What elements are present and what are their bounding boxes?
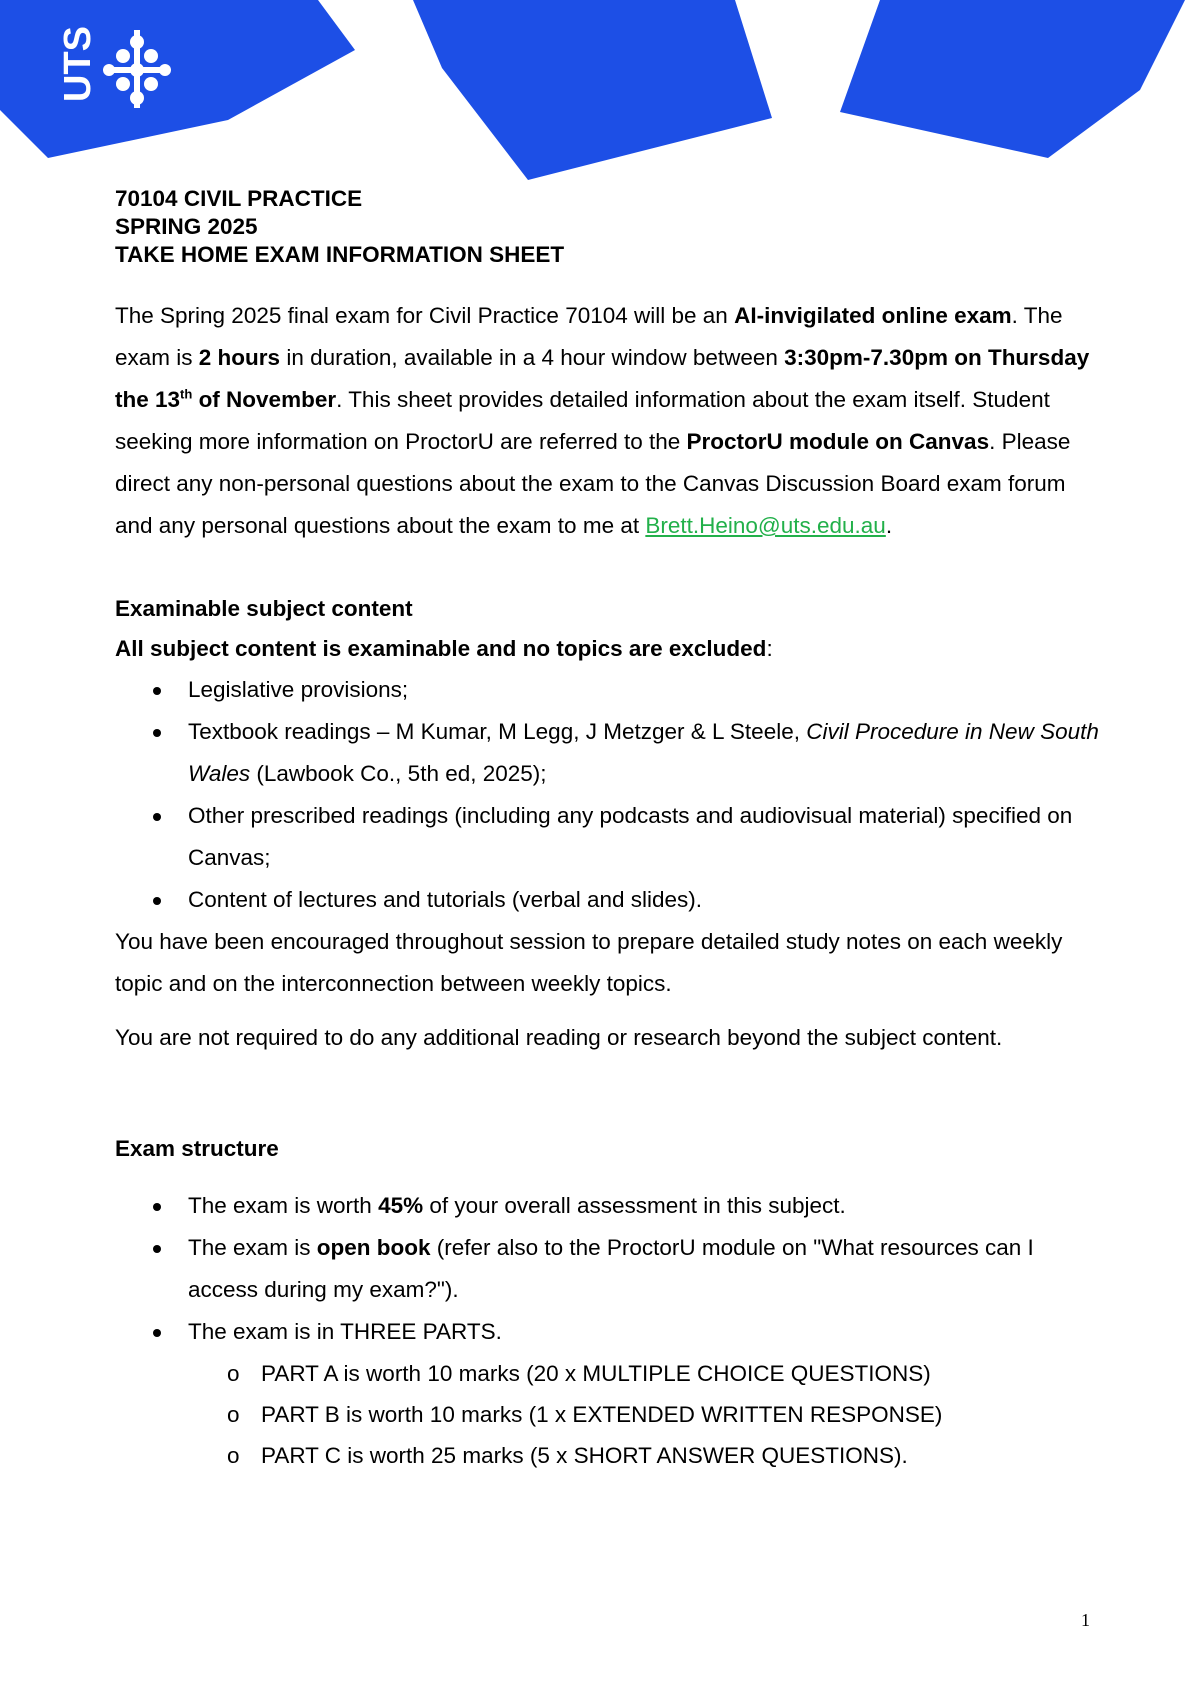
list-item: Textbook readings – M Kumar, M Legg, J Metzger & L Steele, Civil Procedure in New South Wales (Lawbook Co., 5th ed, 2025); xyxy=(115,711,1100,795)
sub-bullet-icon: o xyxy=(227,1402,240,1427)
textbook-title: Civil Procedure in New South Wales xyxy=(188,719,1099,786)
exam-structure-list xyxy=(115,1185,1100,1353)
study-notes-paragraph: You have been encouraged throughout session to prepare detailed study notes on each weekly topic and on the interconnection between weekly topics. xyxy=(115,929,1063,996)
banner-shape-left xyxy=(0,0,355,158)
bullet-icon xyxy=(153,1245,161,1253)
bullet-icon xyxy=(153,729,161,737)
list-item: Content of lectures and tutorials (verbal and slides). xyxy=(115,879,1100,921)
contact-email-link[interactable]: Brett.Heino@uts.edu.au xyxy=(645,513,886,538)
list-item: o PART A is worth 10 marks (20 x MULTIPLE CHOICE QUESTIONS) xyxy=(115,1353,1100,1394)
bullet-icon xyxy=(153,897,161,905)
banner-shape-right xyxy=(840,0,1185,158)
document-body xyxy=(115,185,1100,1476)
list-item: o PART C is worth 25 marks (5 x SHORT ANSWER QUESTIONS). xyxy=(115,1435,1100,1476)
examinable-content-subheading: All subject content is examinable and no topics are excluded: xyxy=(115,636,773,661)
bullet-icon xyxy=(153,1329,161,1337)
list-item: Other prescribed readings (including any podcasts and audiovisual material) specified on Canvas; xyxy=(115,795,1100,879)
uts-logo-text: UTS xyxy=(57,26,99,102)
sub-bullet-icon: o xyxy=(227,1443,240,1468)
page-number: 1 xyxy=(1081,1610,1090,1630)
exam-parts-list xyxy=(115,1353,1100,1476)
exam-type: AI-invigilated online exam xyxy=(734,303,1012,328)
intro-paragraph: The Spring 2025 final exam for Civil Practice 70104 will be an AI-invigilated online exam. The exam is 2 hours in duration, available in a 4 hour window between 3:30pm-7.30pm on Thursday the 13th of November. This sheet provides detailed information about the exam itself. Student seeking more information on ProctorU are referred to the ProctorU module on Canvas. Please direct any non-personal questions about the exam to the Canvas Discussion Board exam forum and any personal questions about the exam to me at Brett.Heino@uts.edu.au. xyxy=(115,303,1090,538)
no-extra-reading-paragraph: You are not required to do any additional reading or research beyond the subject content. xyxy=(115,1025,1003,1050)
examinable-content-list xyxy=(115,669,1100,921)
header-banner xyxy=(0,0,1200,200)
exam-window: 3:30pm-7.30pm on Thursday the 13th of November xyxy=(115,345,1090,412)
list-item: The exam is open book (refer also to the ProctorU module on "What resources can I access during my exam?"). xyxy=(115,1227,1100,1311)
semester-title: SPRING 2025 xyxy=(115,214,258,239)
banner-shape-middle xyxy=(413,0,772,180)
proctoru-module-ref: ProctorU module on Canvas xyxy=(686,429,990,454)
sub-bullet-icon: o xyxy=(227,1361,240,1386)
open-book-label: open book xyxy=(316,1235,431,1260)
exam-weight: 45% xyxy=(378,1193,424,1218)
exam-duration: 2 hours xyxy=(198,345,281,370)
list-item: The exam is worth 45% of your overall assessment in this subject. xyxy=(115,1185,1100,1227)
list-item: Legislative provisions; xyxy=(115,669,1100,711)
bullet-icon xyxy=(153,687,161,695)
list-item: o PART B is worth 10 marks (1 x EXTENDED WRITTEN RESPONSE) xyxy=(115,1394,1100,1435)
bullet-icon xyxy=(153,813,161,821)
exam-structure-heading: Exam structure xyxy=(115,1136,279,1161)
bullet-icon xyxy=(153,1203,161,1211)
examinable-content-heading: Examinable subject content xyxy=(115,596,413,621)
sheet-title: TAKE HOME EXAM INFORMATION SHEET xyxy=(115,242,565,267)
course-code-title: 70104 CIVIL PRACTICE xyxy=(115,186,363,211)
list-item: The exam is in THREE PARTS. xyxy=(115,1311,1100,1353)
